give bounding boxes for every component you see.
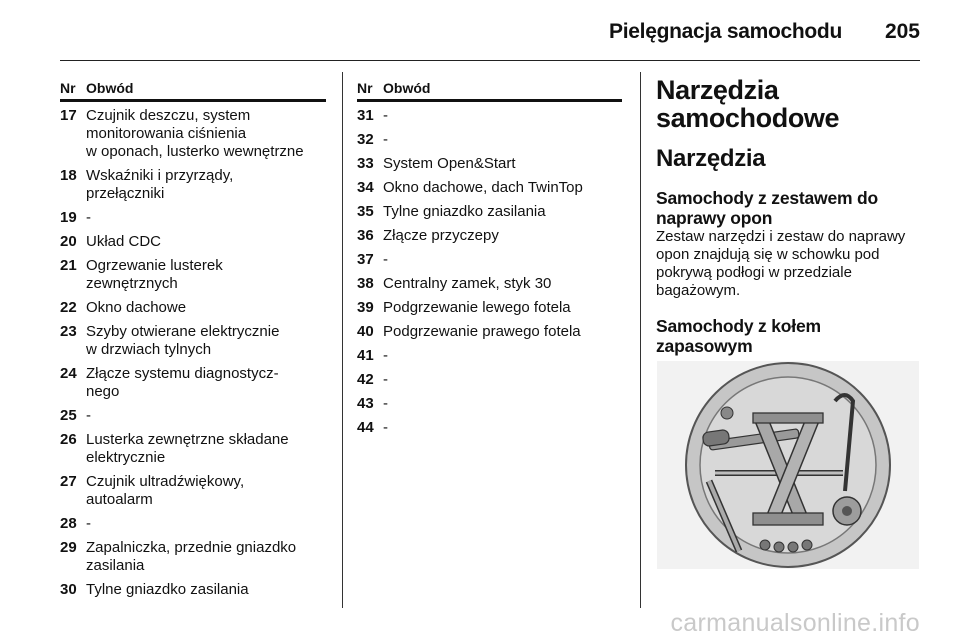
table-row xyxy=(357,179,622,197)
circuit-description: Szyby otwierane elektrycznie w drzwiach tylnych xyxy=(86,323,280,358)
fuse-number: 38 xyxy=(357,275,374,292)
circuit-description: Podgrzewanie prawego fotela xyxy=(383,323,581,340)
table-row xyxy=(60,581,326,599)
column-header-circuit: Obwód xyxy=(86,80,134,96)
fuse-table-2 xyxy=(357,80,622,443)
column-header-nr: Nr xyxy=(357,80,373,96)
circuit-description: - xyxy=(383,371,388,388)
table-header xyxy=(60,80,326,102)
fuse-number: 39 xyxy=(357,299,374,316)
fuse-number: 37 xyxy=(357,251,374,268)
circuit-description: Wskaźniki i przyrządy, przełączniki xyxy=(86,167,234,202)
circuit-description: - xyxy=(86,209,91,226)
table-row xyxy=(357,347,622,365)
circuit-description: Tylne gniazdko zasilania xyxy=(383,203,546,220)
fuse-number: 36 xyxy=(357,227,374,244)
fuse-table-1 xyxy=(60,80,326,605)
table-row xyxy=(60,209,326,227)
fuse-number: 19 xyxy=(60,209,77,226)
fuse-number: 41 xyxy=(357,347,374,364)
subsection-text-repair-kit: Zestaw narzędzi i zestaw do naprawy opon znajdują się w schowku pod pokrywą podłogi w przedziale bagażowym. xyxy=(656,228,906,299)
circuit-description: Centralny zamek, styk 30 xyxy=(383,275,552,292)
fuse-number: 34 xyxy=(357,179,374,196)
table-row xyxy=(60,473,326,509)
watermark: carmanualsonline.info xyxy=(670,609,920,637)
fuse-number: 18 xyxy=(60,167,77,184)
section-title: Narzędzia samochodowe xyxy=(656,75,840,133)
fuse-number: 29 xyxy=(60,539,77,556)
table-row xyxy=(357,395,622,413)
fuse-number: 23 xyxy=(60,323,77,340)
table-body xyxy=(357,107,622,437)
table-row xyxy=(60,431,326,467)
fuse-number: 24 xyxy=(60,365,77,382)
fuse-number: 17 xyxy=(60,107,77,124)
circuit-description: - xyxy=(383,107,388,124)
column-divider xyxy=(342,72,343,608)
circuit-description: Okno dachowe xyxy=(86,299,187,316)
fuse-number: 21 xyxy=(60,257,77,274)
circuit-description: - xyxy=(86,407,91,424)
table-row xyxy=(357,155,622,173)
fuse-number: 43 xyxy=(357,395,374,412)
table-row xyxy=(357,203,622,221)
circuit-description: Tylne gniazdko zasilania xyxy=(86,581,249,598)
fuse-number: 28 xyxy=(60,515,77,532)
circuit-description: System Open&Start xyxy=(383,155,516,172)
fuse-number: 32 xyxy=(357,131,374,148)
table-row xyxy=(60,515,326,533)
fuse-number: 44 xyxy=(357,419,374,436)
tools-section xyxy=(656,76,922,356)
circuit-description: Czujnik deszczu, system monitorowania ciśnienia w oponach, lusterko wewnętrzne xyxy=(86,107,304,160)
table-row xyxy=(60,365,326,401)
fuse-number: 35 xyxy=(357,203,374,220)
table-row xyxy=(357,251,622,269)
table-row xyxy=(357,227,622,245)
circuit-description: - xyxy=(86,515,91,532)
table-row xyxy=(357,299,622,317)
subsection-title-spare-wheel: Samochody z kołem zapasowym xyxy=(656,316,821,356)
circuit-description: - xyxy=(383,131,388,148)
table-row xyxy=(60,299,326,317)
table-row xyxy=(60,107,326,161)
table-row xyxy=(357,371,622,389)
table-row xyxy=(60,407,326,425)
circuit-description: Zapalniczka, przednie gniazdko zasilania xyxy=(86,539,297,574)
fuse-number: 20 xyxy=(60,233,77,250)
fuse-number: 26 xyxy=(60,431,77,448)
circuit-description: - xyxy=(383,347,388,364)
circuit-description: - xyxy=(383,395,388,412)
fuse-number: 42 xyxy=(357,371,374,388)
circuit-description: Podgrzewanie lewego fotela xyxy=(383,299,571,316)
fuse-number: 33 xyxy=(357,155,374,172)
fuse-number: 40 xyxy=(357,323,374,340)
circuit-description: - xyxy=(383,419,388,436)
spare-wheel-tools-icon xyxy=(657,361,919,569)
column-header-circuit: Obwód xyxy=(383,80,431,96)
circuit-description: Złącze systemu diagnostycz- nego xyxy=(86,365,279,400)
circuit-description: Układ CDC xyxy=(86,233,162,250)
page-title: Pielęgnacja samochodu xyxy=(609,20,842,43)
table-row xyxy=(60,257,326,293)
table-header xyxy=(357,80,622,102)
table-row xyxy=(357,323,622,341)
circuit-description: Ogrzewanie lusterek zewnętrznych xyxy=(86,257,223,292)
table-row xyxy=(60,167,326,203)
circuit-description: Lusterka zewnętrzne składane elektrycznie xyxy=(86,431,289,466)
table-row xyxy=(60,233,326,251)
column-divider xyxy=(640,72,641,608)
circuit-description: - xyxy=(383,251,388,268)
table-row xyxy=(357,107,622,125)
circuit-description: Okno dachowe, dach TwinTop xyxy=(383,179,583,196)
table-body xyxy=(60,107,326,599)
fuse-number: 25 xyxy=(60,407,77,424)
table-row xyxy=(357,419,622,437)
table-row xyxy=(357,275,622,293)
section-subtitle: Narzędzia xyxy=(656,145,766,172)
table-row xyxy=(60,539,326,575)
tool-kit-illustration xyxy=(657,361,919,569)
column-header-nr: Nr xyxy=(60,80,76,96)
fuse-number: 27 xyxy=(60,473,77,490)
page-header xyxy=(60,14,920,61)
subsection-title-repair-kit: Samochody z zestawem do naprawy opon xyxy=(656,188,878,228)
table-row xyxy=(357,131,622,149)
circuit-description: Czujnik ultradźwiękowy, autoalarm xyxy=(86,473,245,508)
fuse-number: 22 xyxy=(60,299,77,316)
page-number: 205 xyxy=(884,20,920,43)
table-row xyxy=(60,323,326,359)
fuse-number: 31 xyxy=(357,107,374,124)
fuse-number: 30 xyxy=(60,581,77,598)
circuit-description: Złącze przyczepy xyxy=(383,227,499,244)
